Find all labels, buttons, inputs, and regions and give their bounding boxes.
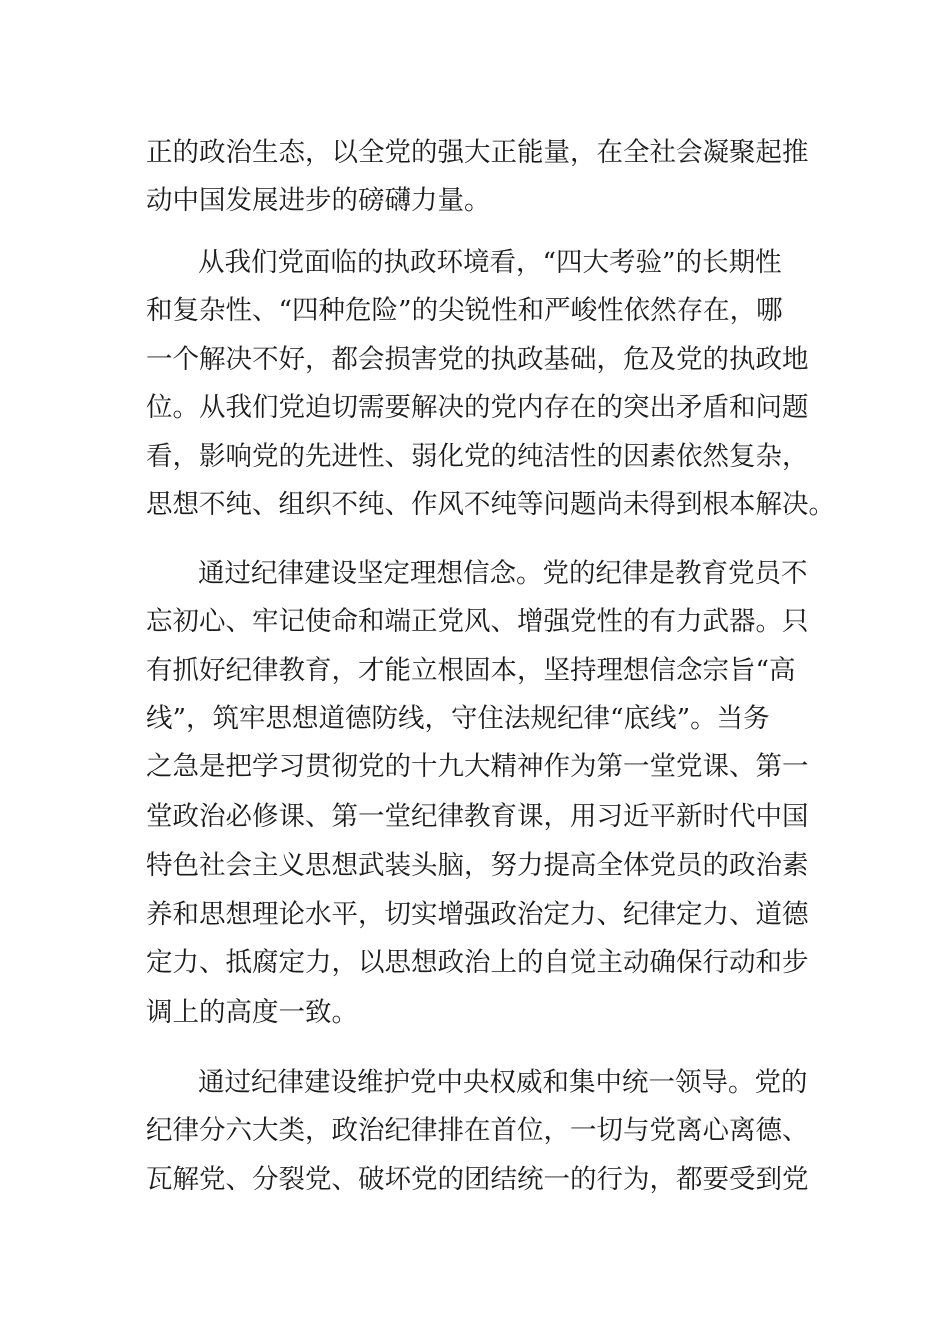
text-line: 动中国发展进步的磅礴力量。	[146, 185, 491, 216]
text-line: 思想不纯、组织不纯、作风不纯等问题尚未得到根本解决。	[146, 489, 835, 520]
text-line: 忘初心、牢记使命和端正党风、增强党性的有力武器。只	[146, 606, 809, 637]
text-line: 之急是把学习贯彻党的十九大精神作为第一堂党课、第一	[146, 751, 809, 782]
text-line: 看，影响党的先进性、弱化党的纯洁性的因素依然复杂，	[146, 441, 809, 472]
text-line: 正的政治生态，以全党的强大正能量，在全社会凝聚起推	[146, 137, 809, 168]
text-line: 位。从我们党迫切需要解决的党内存在的突出矛盾和问题	[146, 392, 809, 423]
text-line: 调上的高度一致。	[146, 997, 358, 1028]
text-line: 和复杂性、“四种危险”的尖锐性和严峻性依然存在，哪	[146, 295, 783, 326]
text-line: 纪律分六大类，政治纪律排在首位，一切与党离心离德、	[146, 1115, 809, 1146]
text-line: 从我们党面临的执政环境看，“四大考验”的长期性	[198, 247, 782, 278]
text-line: 通过纪律建设坚定理想信念。党的纪律是教育党员不	[198, 558, 808, 589]
text-line: 堂政治必修课、第一堂纪律教育课，用习近平新时代中国	[146, 801, 809, 832]
text-line: 特色社会主义思想武装头脑，努力提高全体党员的政治素	[146, 850, 809, 881]
text-line: 线”，筑牢思想道德防线，守住法规纪律“底线”。当务	[146, 703, 770, 734]
text-line: 有抓好纪律教育，才能立根固本，坚持理想信念宗旨“高	[146, 655, 796, 686]
text-line: 养和思想理论水平，切实增强政治定力、纪律定力、道德	[146, 899, 809, 930]
text-line: 瓦解党、分裂党、破坏党的团结统一的行为，都要受到党	[146, 1164, 809, 1195]
text-line: 定力、抵腐定力，以思想政治上的自觉主动确保行动和步	[146, 947, 809, 978]
text-line: 通过纪律建设维护党中央权威和集中统一领导。党的	[198, 1067, 808, 1098]
text-line: 一个解决不好，都会损害党的执政基础，危及党的执政地	[146, 344, 809, 375]
